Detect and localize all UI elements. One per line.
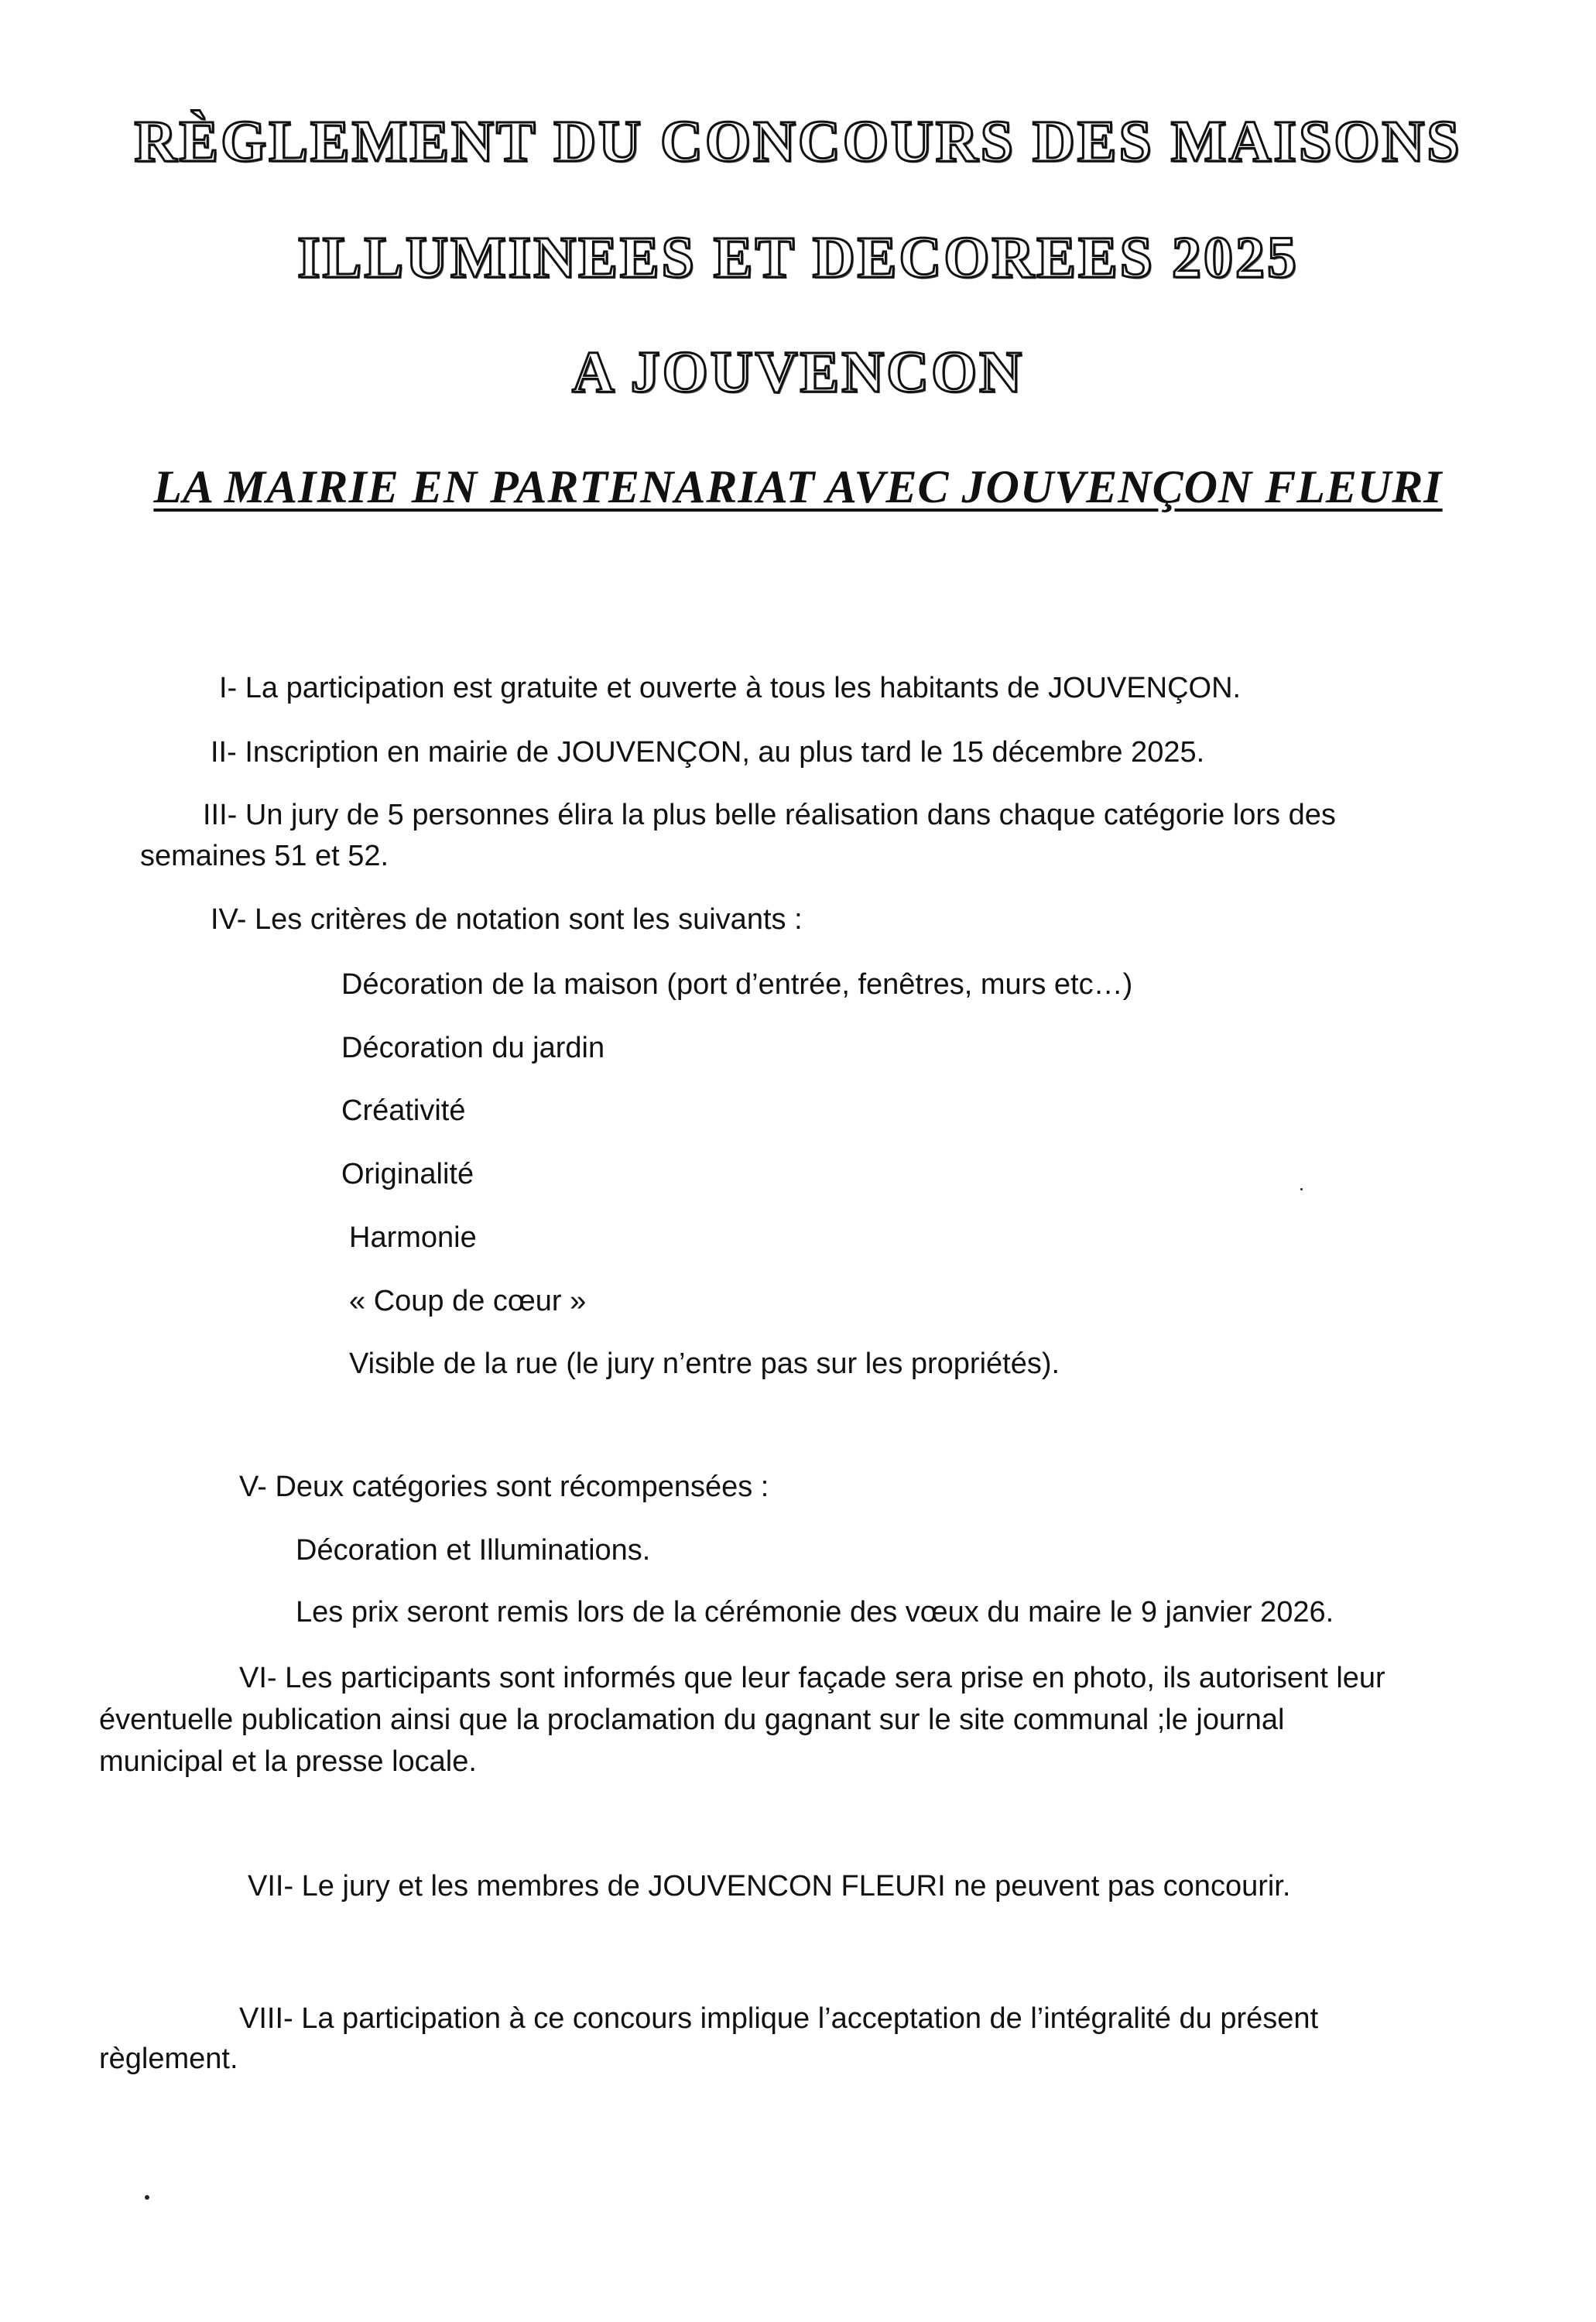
article-vii: VII- Le jury et les membres de JOUVENCON FLEURI ne peuvent pas concourir.	[248, 1870, 1291, 1902]
article-v-prizes: Les prix seront remis lors de la cérémonie des vœux du maire le 9 janvier 2026.	[296, 1596, 1334, 1628]
article-ii: II- Inscription en mairie de JOUVENÇON, au plus tard le 15 décembre 2025.	[211, 736, 1205, 769]
article-v-categories: Décoration et Illuminations.	[296, 1534, 651, 1567]
article-iii-line-2: semaines 51 et 52.	[140, 840, 389, 872]
article-v: V- Deux catégories sont récompensées :	[239, 1471, 769, 1503]
title-line-1: RÈGLEMENT DU CONCOURS DES MAISONS	[134, 109, 1462, 174]
article-vi-line-3: municipal et la presse locale.	[99, 1745, 477, 1778]
criterion-item: Originalité	[341, 1158, 474, 1190]
criterion-item: Harmonie	[349, 1221, 477, 1254]
article-vi-line-2: éventuelle publication ainsi que la proclamation du gagnant sur le site communal ;le journal	[99, 1704, 1285, 1736]
title-line-3: A JOUVENCON	[571, 340, 1025, 405]
scan-speck	[1300, 1188, 1303, 1190]
criterion-item: Décoration de la maison (port d’entrée, fenêtres, murs etc…)	[341, 968, 1133, 1001]
article-iv: IV- Les critères de notation sont les suivants :	[211, 903, 803, 936]
article-viii-line-2: règlement.	[99, 2043, 238, 2075]
criterion-item: Créativité	[341, 1094, 466, 1127]
article-iii-line-1: III- Un jury de 5 personnes élira la plus belle réalisation dans chaque catégorie lors des	[203, 799, 1336, 831]
article-viii-line-1: VIII- La participation à ce concours implique l’acceptation de l’intégralité du présent	[239, 2002, 1319, 2035]
article-i: I- La participation est gratuite et ouverte à tous les habitants de JOUVENÇON.	[219, 672, 1242, 704]
subtitle-partnership: LA MAIRIE EN PARTENARIAT AVEC JOUVENÇON FLEURI	[153, 461, 1443, 512]
scan-speck	[145, 2195, 149, 2200]
criterion-item: Décoration du jardin	[341, 1032, 605, 1064]
criterion-item: Visible de la rue (le jury n’entre pas sur les propriétés).	[349, 1348, 1060, 1380]
title-line-2: ILLUMINEES ET DECOREES 2025	[297, 225, 1299, 290]
criterion-item: « Coup de cœur »	[349, 1285, 587, 1317]
article-vi-line-1: VI- Les participants sont informés que leur façade sera prise en photo, ils autorisent leur	[239, 1662, 1385, 1694]
